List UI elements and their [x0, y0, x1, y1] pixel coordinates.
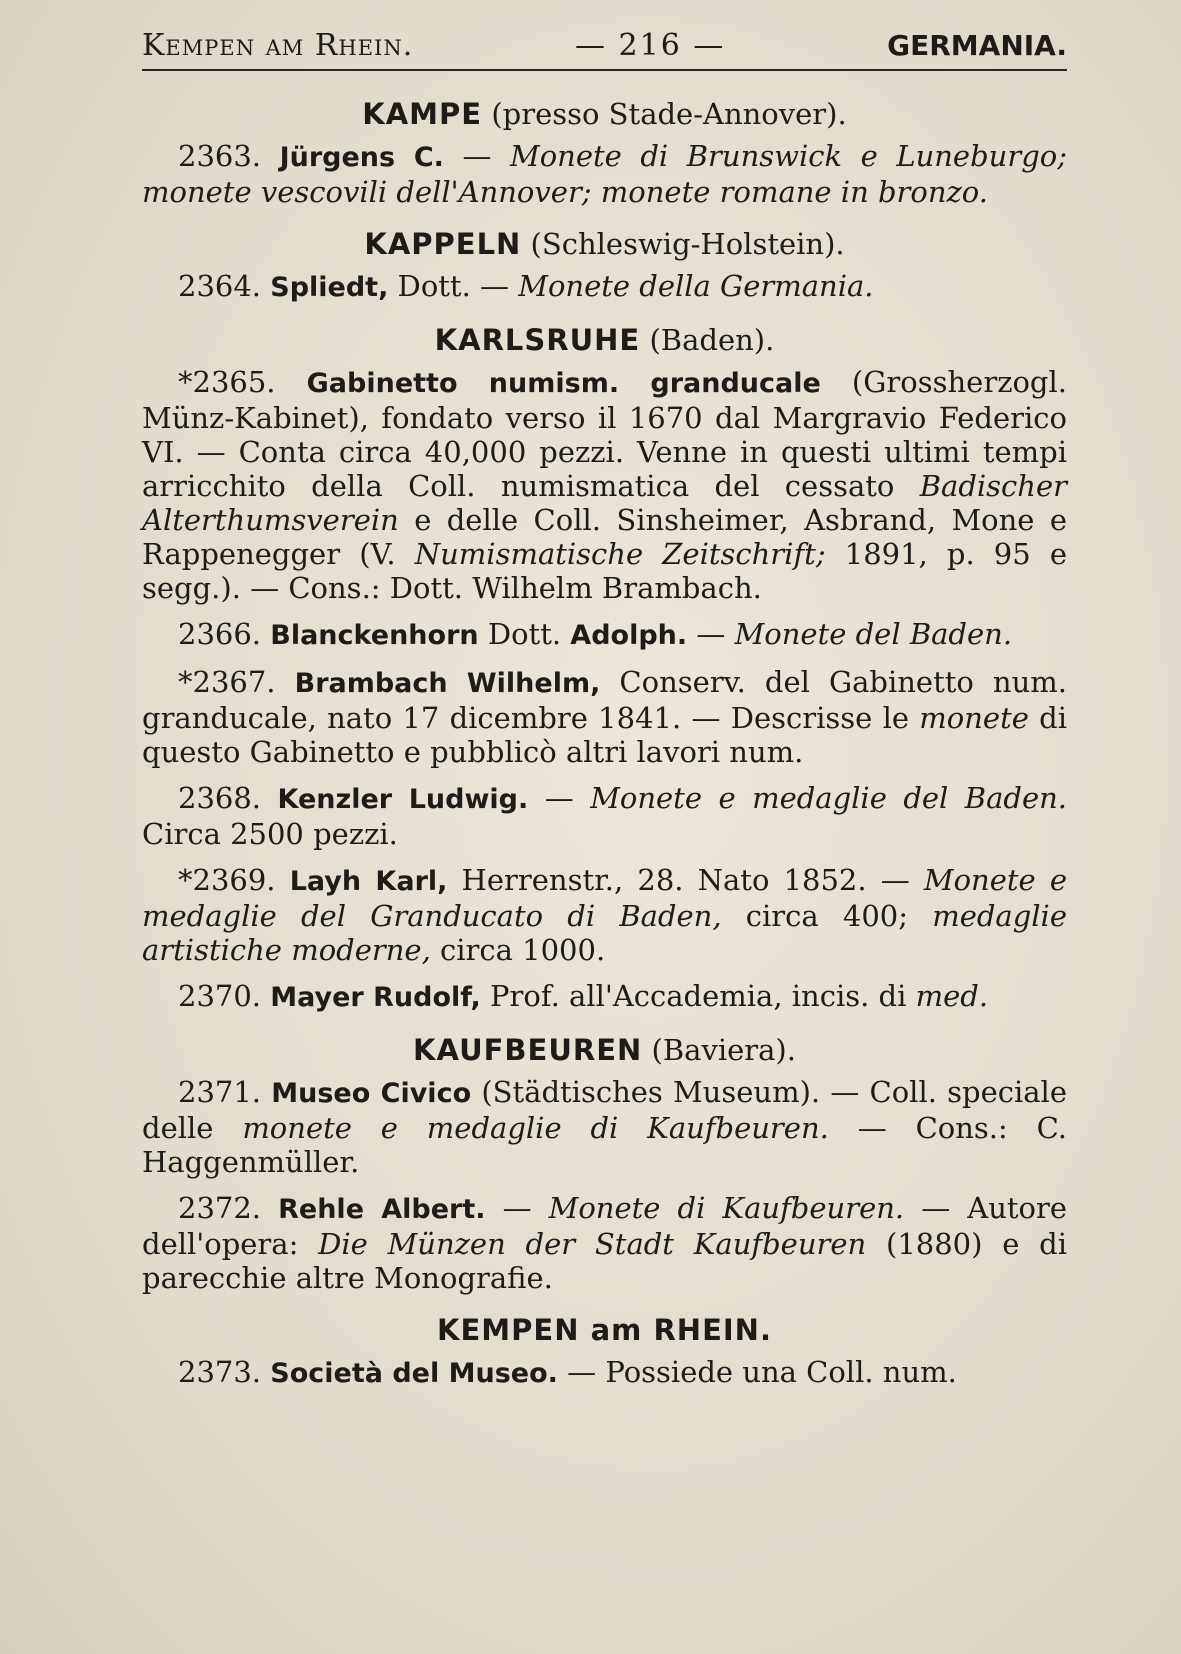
entry-text: Dott. — [478, 617, 571, 651]
entry-italic-text: medaglie artistiche moderne, — [142, 899, 1067, 967]
entry-italic-text: monete — [919, 701, 1029, 735]
entry-italic-text: Monete e medaglie del Baden. — [590, 781, 1068, 815]
entry-name: Jürgens C. — [279, 142, 444, 173]
running-head-right: GERMANIA. — [887, 29, 1067, 62]
directory-entry — [142, 139, 1067, 209]
directory-entry — [142, 665, 1067, 769]
directory-entry — [142, 1191, 1067, 1295]
entry-text: — — [528, 781, 591, 815]
entry-number: *2367. — [178, 665, 276, 699]
directory-entry — [142, 617, 1067, 653]
directory-entry — [142, 979, 1067, 1015]
entry-number: *2365. — [178, 365, 276, 399]
entry-italic-text: Monete della Germania. — [518, 269, 874, 303]
section-place: KARLSRUHE — [434, 323, 641, 357]
entry-text: (Städtisches Museum). — Coll. speciale delle — [142, 1075, 1067, 1145]
entry-text: Herrenstr., 28. Nato 1852. — — [447, 863, 924, 897]
entry-name: Kenzler Ludwig. — [277, 784, 529, 815]
entry-text: di questo Gabinetto e pubblicò altri lavori num. — [142, 701, 1067, 769]
entry-text: e delle Coll. Sinsheimer, Asbrand, Mone e Rappenegger (V. — [142, 503, 1067, 571]
entry-italic-text: Monete del Baden. — [734, 617, 1013, 651]
entry-name: Mayer Rudolf, — [270, 982, 481, 1013]
entry-number: 2372. — [178, 1191, 262, 1225]
section-region: (Baden). — [649, 323, 775, 357]
entry-name: Società del Museo. — [270, 1358, 558, 1389]
entry-text: — — [687, 617, 735, 651]
directory-entry — [142, 365, 1067, 605]
section-place: KAMPE — [362, 97, 483, 131]
section-heading — [142, 323, 1067, 357]
entry-text: (Grossherzogl. Münz-Kabinet), fondato verso il 1670 dal Margravio Federico VI. — Conta circa 40,000 pezzi. Venne in questi ultimi tempi arricchito della Coll. numismatica del cessato — [142, 365, 1067, 503]
entry-number: 2373. — [178, 1355, 262, 1389]
section-heading — [142, 1313, 1067, 1347]
entry-number: 2371. — [178, 1075, 262, 1109]
page-number: — 216 — — [575, 28, 726, 63]
entry-text: circa 400; — [721, 899, 933, 933]
section-place: KAUFBEUREN — [413, 1033, 643, 1067]
entry-text: — Cons.: C. Haggenmüller. — [142, 1111, 1068, 1179]
entry-italic-text: Numismatische Zeitschrift; — [414, 537, 826, 571]
entry-name: Rehle Albert. — [278, 1194, 486, 1225]
entry-name: Spliedt, — [270, 272, 389, 303]
directory-entry — [142, 1355, 1067, 1391]
entry-text: — Possiede una Coll. num. — [557, 1355, 957, 1389]
entry-name: Gabinetto numism. granducale — [306, 368, 821, 399]
section-region: (Schleswig-Holstein). — [530, 227, 845, 261]
entry-name: Adolph. — [570, 620, 688, 651]
entry-number: 2364. — [178, 269, 262, 303]
running-head — [142, 28, 1067, 71]
entry-number: 2370. — [178, 979, 262, 1013]
entry-name: Museo Civico — [271, 1078, 472, 1109]
entry-text: circa 1000. — [430, 933, 606, 967]
entry-name: Brambach Wilhelm, — [294, 668, 601, 699]
directory-entry — [142, 863, 1067, 967]
entry-italic-text: med. — [915, 979, 989, 1013]
entry-text: — — [485, 1191, 549, 1225]
directory-entry — [142, 781, 1067, 851]
entry-text: Prof. all'Accademia, incis. di — [480, 979, 916, 1013]
entry-name: Layh Karl, — [289, 866, 448, 897]
directory-entry — [142, 269, 1067, 305]
entry-text: (1880) e di parecchie altre Monografie. — [142, 1227, 1067, 1295]
entry-italic-text: monete e medaglie di Kaufbeuren. — [242, 1111, 829, 1145]
section-region: (presso Stade-Annover). — [491, 97, 847, 131]
entry-text: — Autore dell'opera: — [142, 1191, 1068, 1261]
entry-name: Blanckenhorn — [270, 620, 479, 651]
section-heading — [142, 227, 1067, 261]
entry-italic-text: Badischer Alterthumsverein — [142, 469, 1067, 537]
entry-text: Circa 2500 pezzi. — [142, 817, 398, 851]
directory-content — [142, 97, 1067, 1391]
entry-text: — — [443, 139, 510, 173]
entry-italic-text: Monete di Kaufbeuren. — [548, 1191, 905, 1225]
section-place: KAPPELN — [364, 227, 522, 261]
directory-entry — [142, 1075, 1067, 1179]
entry-number: 2368. — [178, 781, 262, 815]
entry-text: 1891, p. 95 e segg.). — Cons.: Dott. Wilhelm Brambach. — [142, 537, 1067, 605]
entry-number: 2363. — [178, 139, 262, 173]
section-heading — [142, 97, 1067, 131]
running-head-left: Kempen am Rhein. — [142, 28, 414, 63]
entry-number: *2369. — [178, 863, 276, 897]
entry-italic-text: Die Münzen der Stadt Kaufbeuren — [318, 1227, 867, 1261]
entry-text: Dott. — — [388, 269, 519, 303]
entry-text: Conserv. del Gabinetto num. granducale, nato 17 dicembre 1841. — Descrisse le — [142, 665, 1067, 735]
entry-italic-text: Monete e medaglie del Granducato di Baden, — [142, 863, 1067, 933]
entry-number: 2366. — [178, 617, 262, 651]
section-place: KEMPEN am RHEIN. — [437, 1313, 772, 1347]
section-region: (Baviera). — [651, 1033, 796, 1067]
section-heading — [142, 1033, 1067, 1067]
entry-italic-text: Monete di Brunswick e Luneburgo; monete vescovili dell'Annover; monete romane in bronzo. — [142, 139, 1067, 209]
